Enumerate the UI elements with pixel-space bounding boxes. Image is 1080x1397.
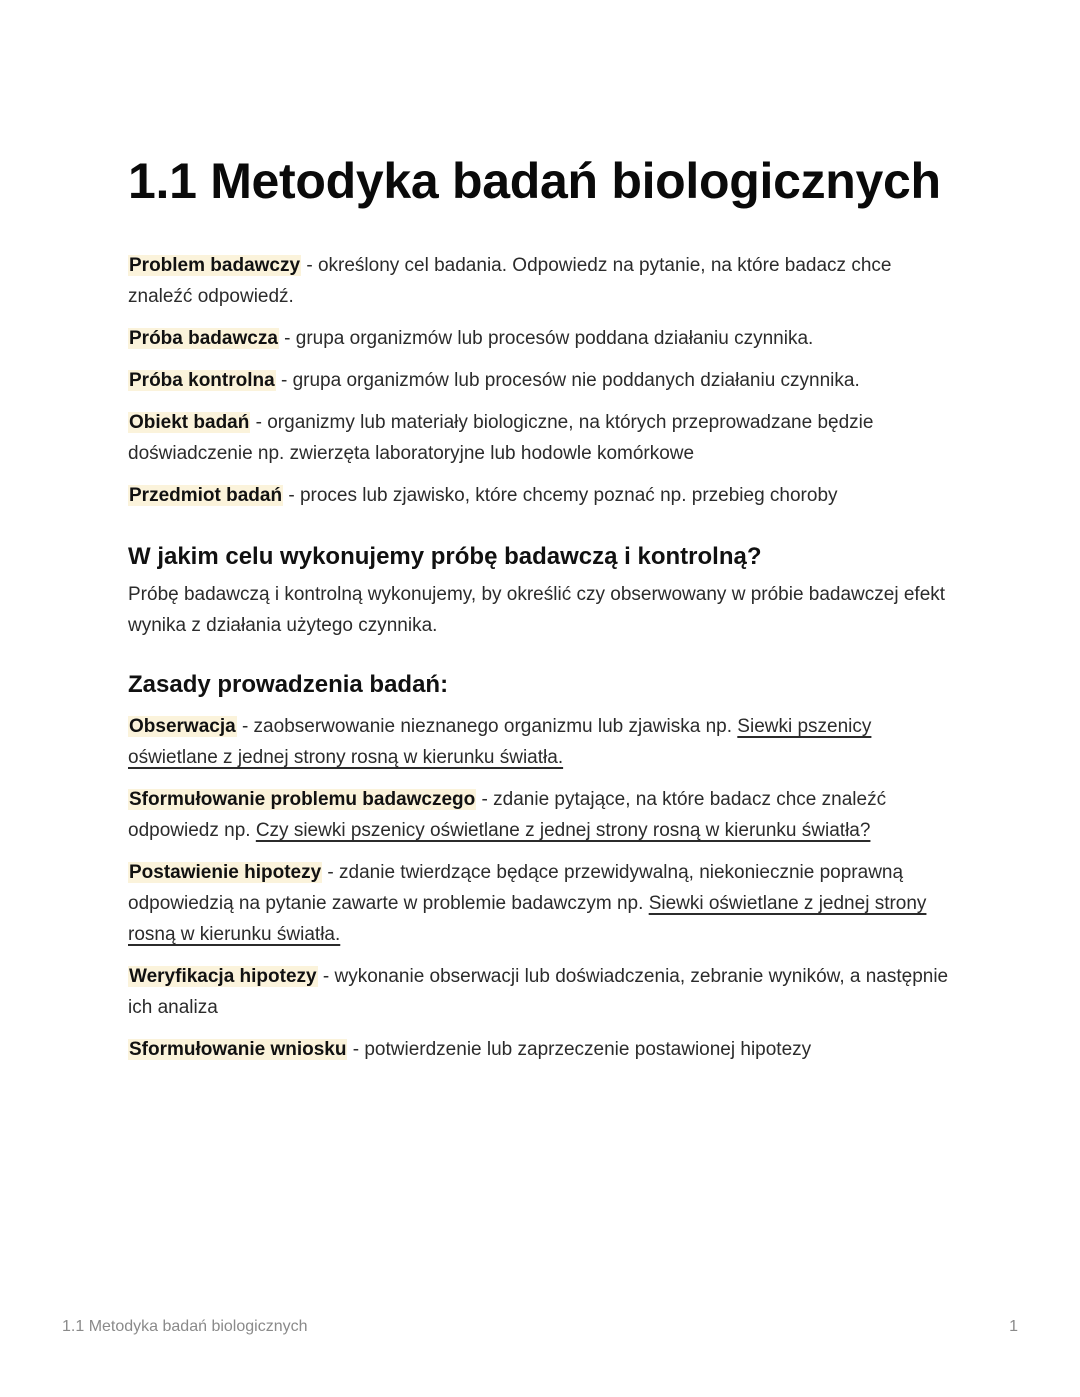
term-highlight: Weryfikacja hipotezy bbox=[129, 966, 317, 987]
definition-problem-badawczy bbox=[128, 250, 958, 312]
term-highlight: Postawienie hipotezy bbox=[129, 862, 322, 883]
section-heading-purpose: W jakim celu wykonujemy próbę badawczą i kontrolną? bbox=[128, 543, 762, 570]
underlined-example: Siewki oświetlane z jednej strony rosną w kierunku światła. bbox=[128, 893, 927, 945]
rule-text: - zdanie pytające, na które badacz chce znaleźć odpowiedz np. bbox=[128, 789, 887, 841]
rule-problem bbox=[128, 784, 958, 846]
term-highlight: Sformułowanie wniosku bbox=[129, 1039, 347, 1060]
term-highlight: Obiekt badań bbox=[129, 412, 250, 433]
term-highlight: Problem badawczy bbox=[129, 255, 301, 276]
page-number: 1 bbox=[1009, 1318, 1018, 1335]
page-title: 1.1 Metodyka badań biologicznych bbox=[128, 153, 941, 209]
underlined-example: Czy siewki pszenicy oświetlane z jednej strony rosną w kierunku światła? bbox=[255, 820, 871, 841]
rule-text: - zdanie twierdzące będące przewidywalną, niekoniecznie poprawną odpowiedzią na pytanie zawarte w problemie badawczym np. bbox=[128, 862, 904, 914]
definition-text: - organizmy lub materiały biologiczne, na których przeprowadzane będzie doświadczenie np. zwierzęta laboratoryjne lub hodowle komórkowe bbox=[128, 412, 874, 464]
underlined-example: Siewki pszenicy oświetlane z jednej strony rosną w kierunku światła. bbox=[128, 716, 872, 768]
definition-przedmiot-badan bbox=[128, 480, 958, 511]
definition-text: - grupa organizmów lub procesów nie poddanych działaniu czynnika. bbox=[275, 370, 860, 391]
rule-obserwacja bbox=[128, 711, 958, 773]
section-body-purpose: Próbę badawczą i kontrolną wykonujemy, by określić czy obserwowany w próbie badawczej efekt wynika z działania użytego czynnika. bbox=[128, 584, 946, 636]
definition-proba-badawcza bbox=[128, 323, 958, 354]
rule-wniosek bbox=[128, 1034, 958, 1065]
definition-text: - określony cel badania. Odpowiedz na pytanie, na które badacz chce znaleźć odpowiedź. bbox=[128, 255, 892, 307]
rule-text: - wykonanie obserwacji lub doświadczenia, zebranie wyników, a następnie ich analiza bbox=[128, 966, 949, 1018]
term-highlight: Próba kontrolna bbox=[129, 370, 275, 391]
rule-text: - potwierdzenie lub zaprzeczenie postawionej hipotezy bbox=[347, 1039, 812, 1060]
definition-text: - grupa organizmów lub procesów poddana działaniu czynnika. bbox=[278, 328, 814, 349]
term-highlight: Przedmiot badań bbox=[129, 485, 283, 506]
rule-weryfikacja bbox=[128, 961, 958, 1023]
rule-text: - zaobserwowanie nieznanego organizmu lub zjawiska np. bbox=[236, 716, 738, 737]
term-highlight: Próba badawcza bbox=[129, 328, 278, 349]
page-footer bbox=[62, 1318, 1018, 1336]
term-highlight: Obserwacja bbox=[129, 716, 236, 737]
definition-obiekt-badan bbox=[128, 407, 958, 469]
term-highlight: Sformułowanie problemu badawczego bbox=[129, 789, 476, 810]
footer-title: 1.1 Metodyka badań biologicznych bbox=[62, 1318, 308, 1335]
definition-text: - proces lub zjawisko, które chcemy poznać np. przebieg choroby bbox=[283, 485, 838, 506]
document-page bbox=[128, 150, 958, 1076]
definition-proba-kontrolna bbox=[128, 365, 958, 396]
rule-hipoteza bbox=[128, 857, 958, 950]
section-heading-rules: Zasady prowadzenia badań: bbox=[128, 671, 449, 698]
